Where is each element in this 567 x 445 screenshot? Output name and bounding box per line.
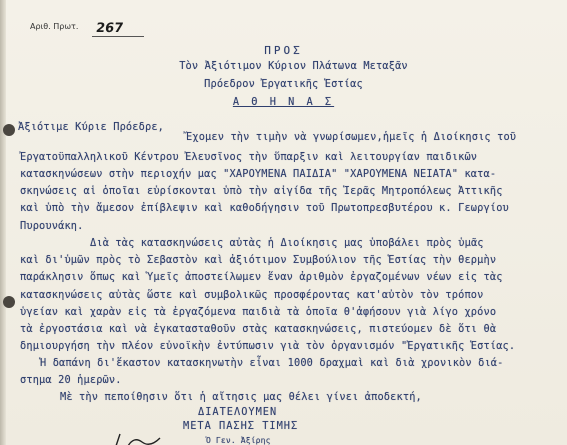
body-line: στημα 20 ἡμερῶν.	[20, 374, 122, 386]
addressee-city: Α Θ Η Ν Α Σ	[232, 96, 335, 108]
closing-line: ΔΙΑΤΕΛΟΥΜΕΝ	[198, 406, 278, 418]
body-line: σκηνώσεις αἱ ὁποῖαι εὑρίσκονται ὑπὸ τὴν αἰγίδα τῆς Ἱερᾶς Μητροπόλεως Ἀττικῆς	[20, 185, 503, 197]
reference-label: Αριθ. Πρωτ.	[30, 22, 79, 31]
body-line: Πυρουνάκη.	[20, 220, 84, 232]
salutation: Ἀξιότιμε Κύριε Πρόεδρε,	[18, 121, 165, 133]
body-line: Διὰ τὰς κατασκηνώσεις αὐτὰς ἡ Διοίκησις μας ὑποβάλει πρὸς ὑμᾶς	[90, 237, 484, 249]
body-line: τὰ ἐργοστάσια καὶ νὰ ἐγκατασταθοῦν στὰς κατασκηνώσεις, πιστεύομεν δὲ ὅτι θὰ	[20, 323, 497, 335]
body-line: Ἐργατοϋπαλληλικοῦ Κέντρου Ἐλευσῖνος τὴν ὕπαρξιν καὶ λειτουργίαν παιδικῶν	[20, 151, 478, 163]
body-line: καὶ ὑπὸ τὴν ἄμεσον ἐπίβλεψιν καὶ καθοδήγησιν τοῦ Πρωτοπρεσβυτέρου κ. Γεωργίου	[20, 202, 509, 214]
body-line: κατασκηνώσεις αὐτὰς ὥστε καὶ συμβολικῶς προσφέροντας κατ'αὐτὸν τὸν τρόπον	[20, 289, 484, 301]
body-line: Μὲ τὴν πεποίθησιν ὅτι ἡ αἴτησις μας θέλει γίνει ἀποδεκτή,	[60, 391, 422, 403]
reference-number: 267	[94, 21, 125, 36]
addressee-name: Τὸν Ἀξιότιμον Κύριον Πλάτωνα Μεταξᾶν	[179, 60, 408, 72]
addressee-title: Πρόεδρον Ἐργατικῆς Ἑστίας	[204, 78, 363, 90]
reference-underline	[92, 36, 144, 37]
paper-edge	[0, 0, 6, 445]
body-line: παράκλησιν ὅπως καὶ Ὑμεῖς ἀποστείλωμεν ἕναν ἀριθμὸν ἐργαζομένων νέων εἰς τὰς	[20, 271, 503, 283]
body-line: ὑγείαν καὶ χαρὰν εἰς τὰ ἐργαζόμενα παιδιὰ τὰ ὁποῖα θ'ἀφήσουν γιὰ λίγο χρόνο	[20, 306, 497, 318]
signature-mark	[112, 432, 172, 445]
body-line: κατασκηνώσεων στὴν περιοχήν μας "ΧΑΡΟΥΜΕΝΑ ΠΑΙΔΙΑ" "ΧΑΡΟΥΜΕΝΑ ΝΕΙΑΤΑ" κατα-	[20, 168, 497, 180]
punch-hole	[3, 124, 15, 136]
body-line: Ἔχομεν τὴν τιμὴν νὰ γνωρίσωμεν,ἡμεῖς ἡ Διοίκησις τοῦ	[186, 131, 517, 143]
body-line: δημιουργήση τὴν πλέον εὐνοϊκὴν ἐντύπωσιν γιὰ τὸν ὀργανισμόν "Ἐργατικῆς Ἑστίας.	[20, 340, 516, 352]
closing-line: Ὁ Γεν. Ἀξίρης	[206, 436, 271, 445]
body-line: Ἡ δαπάνη δι'ἕκαστον κατασκηνωτὴν εἶναι 1000 δραχμαὶ καὶ διὰ χρονικὸν διά-	[40, 357, 504, 369]
body-line: καὶ δι'ὑμῶν πρὸς τὸ Σεβαστὸν καὶ ἀξιότιμον Συμβούλιον τῆς Ἑστίας τὴν θερμὴν	[20, 254, 497, 266]
closing-line: ΜΕΤΑ ΠΑΣΗΣ ΤΙΜΗΣ	[183, 420, 299, 432]
addressee-prefix: ΠΡΟΣ	[264, 44, 303, 57]
punch-hole	[3, 296, 15, 308]
